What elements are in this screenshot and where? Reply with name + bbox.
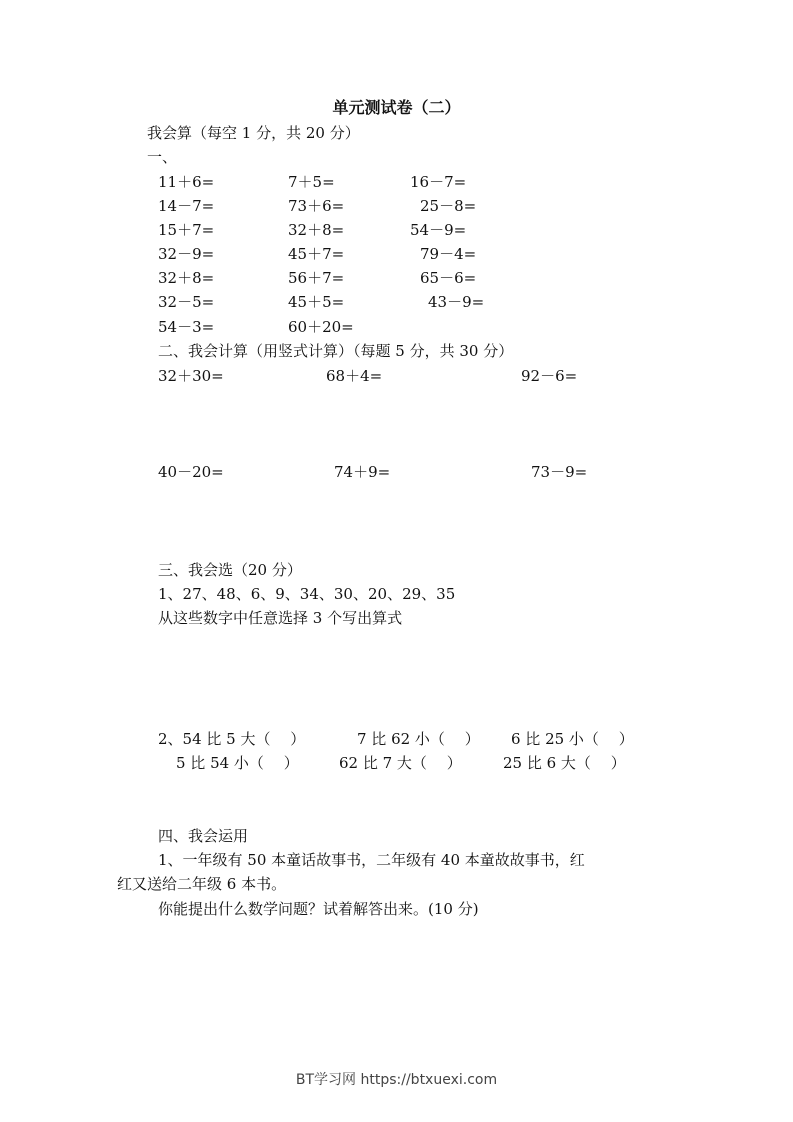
section1-label: 一、 [147,148,178,166]
section3-heading: 三、我会选（20 分） [158,561,302,579]
s3-compare-r2-c2: 62 比 7 大（ ） [339,754,462,772]
s4-problem-line2: 红又送给二年级 6 本书。 [117,875,287,893]
section4-heading: 四、我会运用 [158,827,249,845]
s3-compare-r1-c3: 6 比 25 小（ ） [511,730,634,748]
s2-row1-col3: 92－6= [521,367,578,385]
s2-row2-col3: 73－9= [531,463,588,481]
s2-row2-col1: 40－20= [158,463,224,481]
s1-row2-col2: 73＋6= [288,197,345,215]
s1-row7-col1: 54－3= [158,318,215,336]
s1-row7-col2: 60＋20= [288,318,354,336]
s4-question: 你能提出什么数学问题？试着解答出来。(10 分) [158,900,479,918]
s1-row1-col3: 16－7= [410,173,467,191]
s3-compare-r1-c2: 7 比 62 小（ ） [357,730,480,748]
s2-row1-col2: 68＋4= [326,367,383,385]
s1-row2-col3: 25－8= [420,197,477,215]
s3-compare-r2-c3: 25 比 6 大（ ） [503,754,626,772]
s1-row3-col1: 15＋7= [158,221,215,239]
s1-row4-col1: 32－9= [158,245,215,263]
s1-row3-col2: 32＋8= [288,221,345,239]
s1-row4-col2: 45＋7= [288,245,345,263]
s3-compare-r2-c1: 5 比 54 小（ ） [176,754,299,772]
intro-line: 我会算（每空 1 分，共 20 分） [147,124,360,142]
s1-row3-col3: 54－9= [410,221,467,239]
s1-row5-col3: 65－6= [420,269,477,287]
s1-row1-col1: 11＋6= [158,173,215,191]
s1-row5-col1: 32＋8= [158,269,215,287]
s1-row4-col3: 79－4= [420,245,477,263]
s2-row2-col2: 74＋9= [334,463,391,481]
s3-compare-r1-c1: 2、54 比 5 大（ ） [158,730,306,748]
s3-instruction: 从这些数字中任意选择 3 个写出算式 [158,609,403,627]
page-title: 单元测试卷（二） [332,98,461,117]
s1-row5-col2: 56＋7= [288,269,345,287]
s1-row2-col1: 14－7= [158,197,215,215]
s3-number-list: 1、27、48、6、9、34、30、20、29、35 [158,585,456,603]
s4-problem-line1: 1、一年级有 50 本童话故事书，二年级有 40 本童故故事书，红 [158,851,585,869]
s1-row6-col2: 45＋5= [288,293,345,311]
s2-row1-col1: 32＋30= [158,367,224,385]
section2-heading: 二、我会计算（用竖式计算）（每题 5 分，共 30 分） [158,342,514,360]
s1-row1-col2: 7＋5= [288,173,335,191]
s1-row6-col3: 43－9= [428,293,485,311]
s1-row6-col1: 32－5= [158,293,215,311]
footer-site-link[interactable]: BT学习网 https://btxuexi.com [295,1072,498,1088]
